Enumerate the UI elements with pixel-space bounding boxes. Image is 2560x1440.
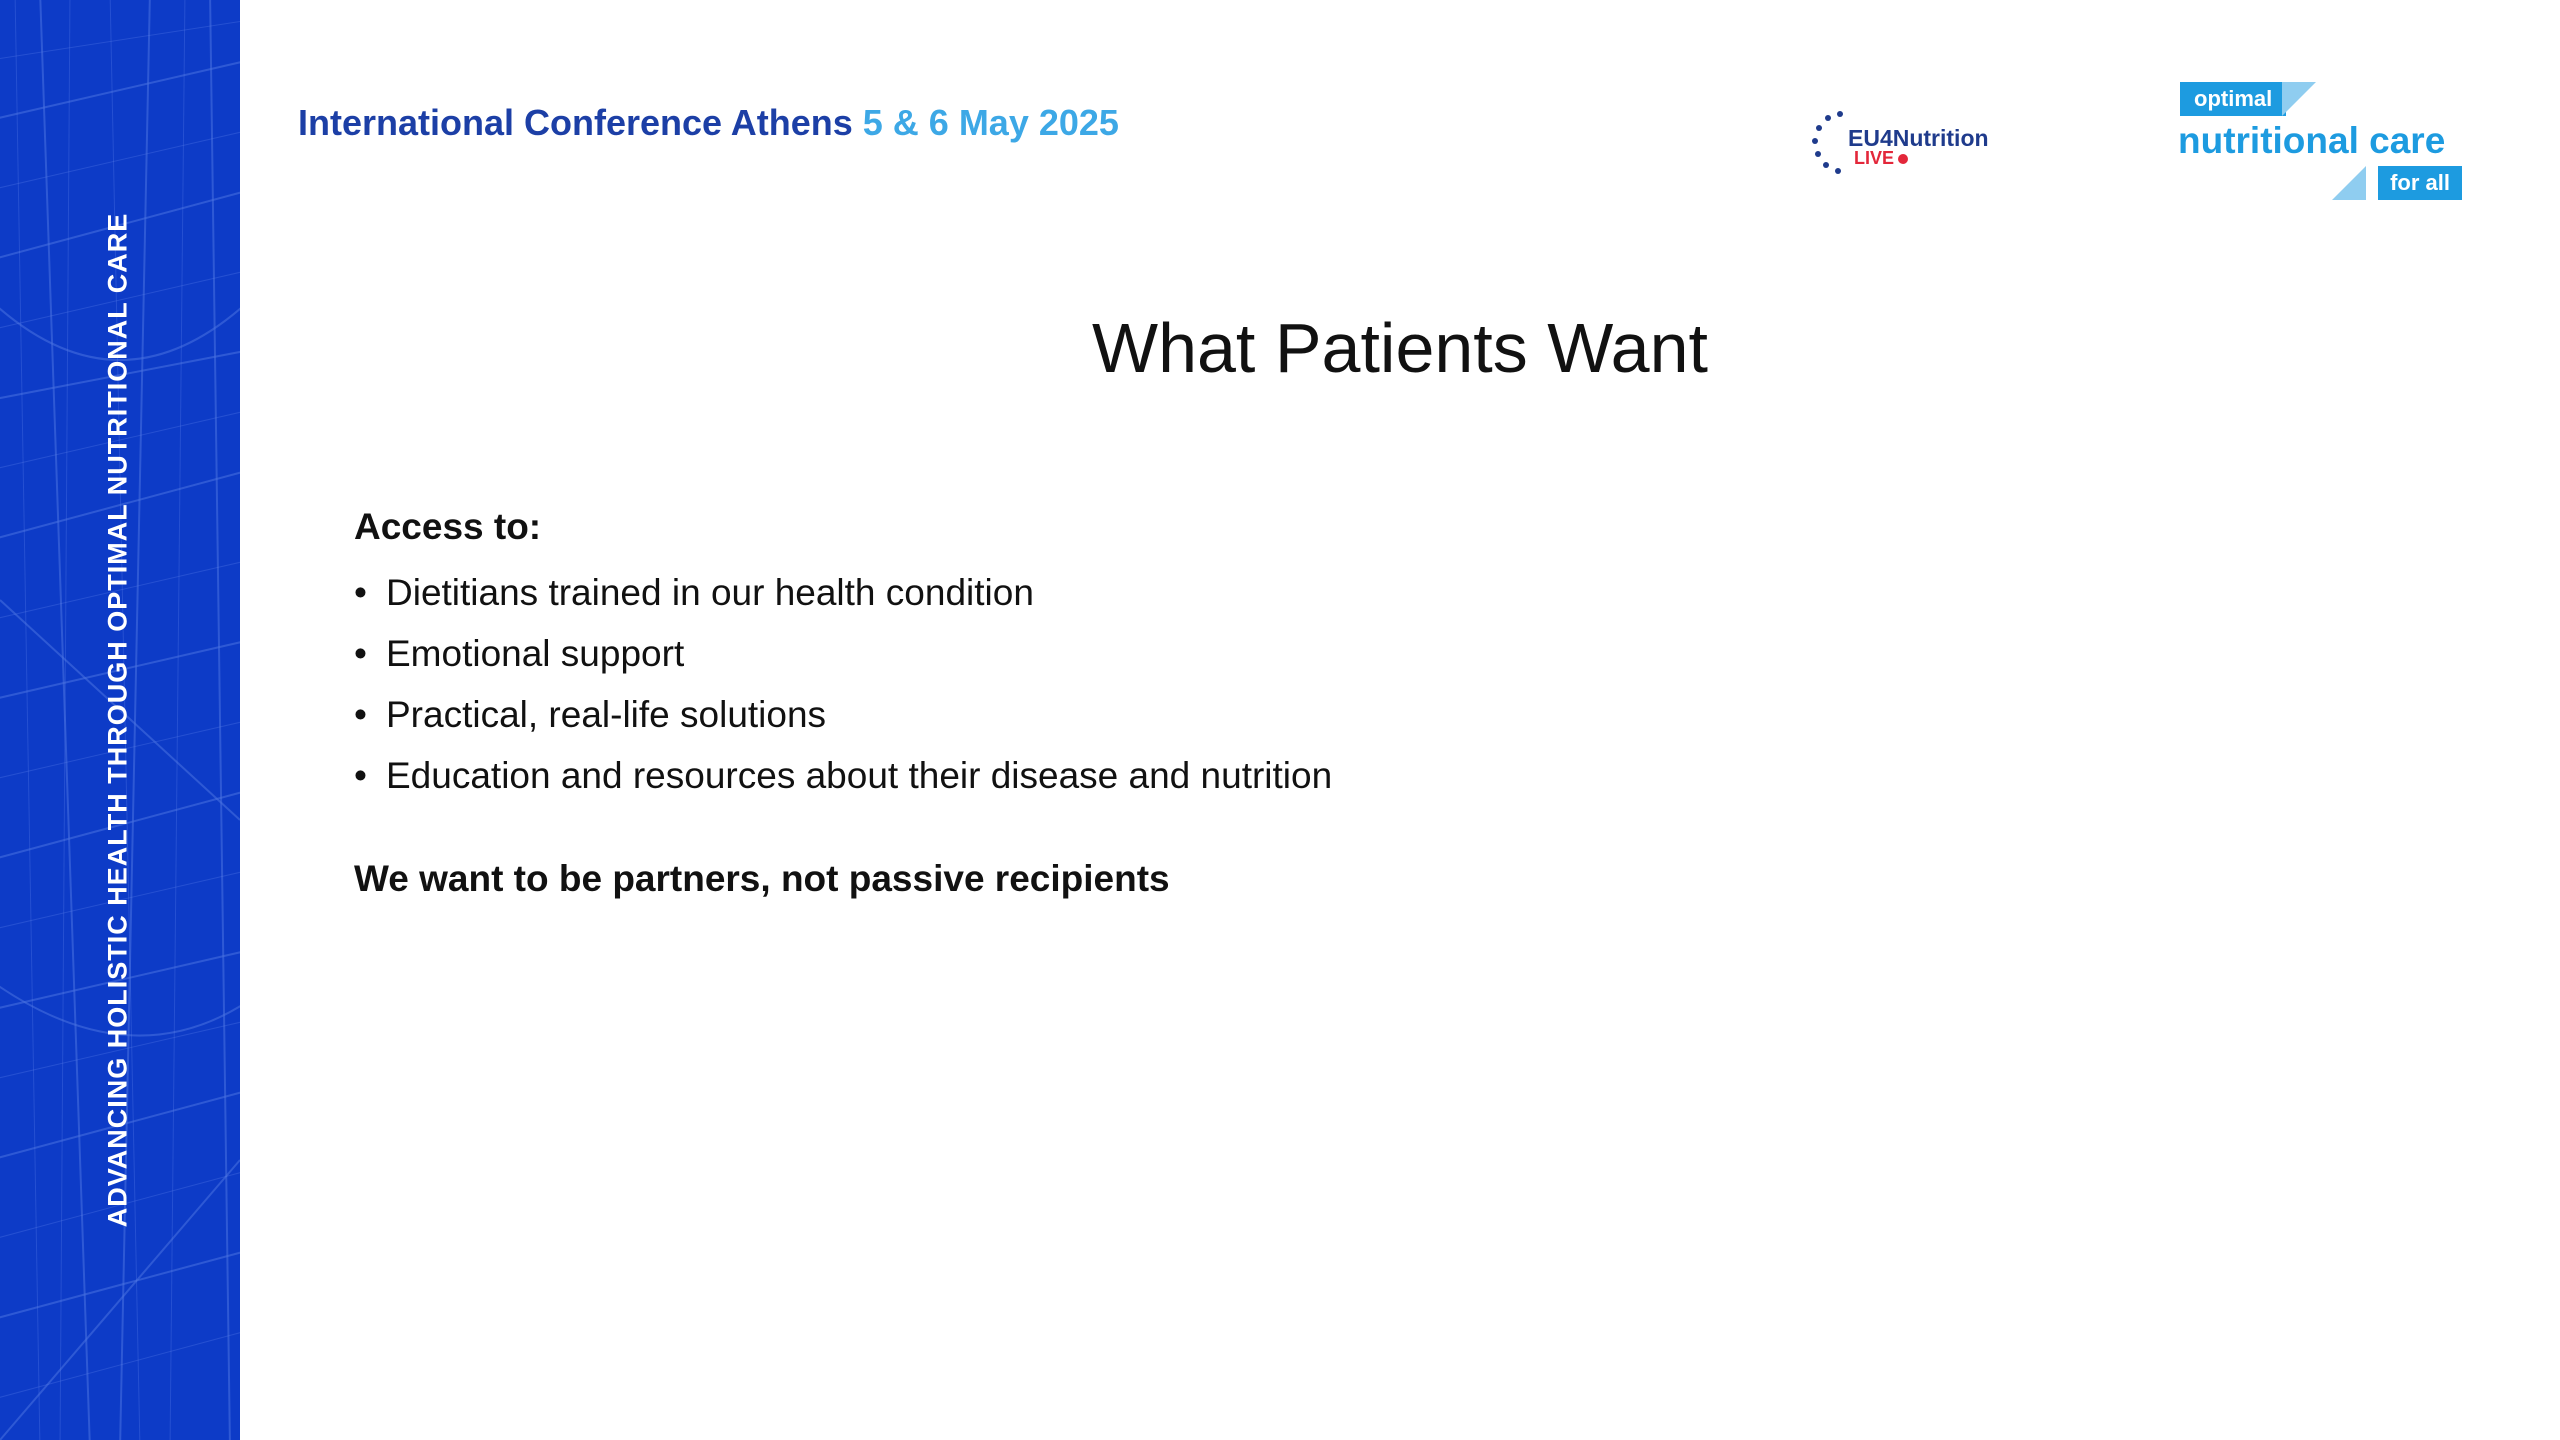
closing-statement: We want to be partners, not passive recipients xyxy=(354,858,1170,899)
onc-top-triangle xyxy=(2282,82,2316,116)
bullet-text: Emotional support xyxy=(386,633,685,674)
bullet-text: Dietitians trained in our health condition xyxy=(386,572,1034,613)
bullet-text: Practical, real-life solutions xyxy=(386,694,827,735)
onc-bottom-label: for all xyxy=(2378,166,2462,200)
bullet-icon: • xyxy=(354,633,367,674)
eu4nutrition-live xyxy=(1854,148,1908,169)
bullet-icon: • xyxy=(354,755,367,796)
onc-bottom-triangle xyxy=(2332,166,2366,200)
conference-name: International Conference Athens xyxy=(298,102,853,143)
slide-title: What Patients Want xyxy=(1092,309,1708,387)
bullet-item xyxy=(354,623,2154,684)
access-intro: Access to: xyxy=(354,506,542,547)
eu4nutrition-wordmark: EU4Nutrition xyxy=(1848,125,1989,151)
bullet-text: Education and resources about their disease and nutrition xyxy=(386,755,1333,796)
optimal-nutritional-care-logo xyxy=(2170,78,2470,208)
live-label: LIVE xyxy=(1854,148,1895,168)
eu4nutrition-logo xyxy=(1810,108,2050,178)
bullet-item xyxy=(354,745,2154,806)
sidebar-tagline: ADVANCING HOLISTIC HEALTH THROUGH OPTIMAL NUTRITIONAL CARE xyxy=(102,212,133,1228)
conference-date: 5 & 6 May 2025 xyxy=(862,102,1119,143)
star-circle-icon xyxy=(1810,108,1850,178)
bullet-list xyxy=(354,562,2154,806)
onc-main-label: nutritional care xyxy=(2178,120,2446,161)
onc-top-label: optimal xyxy=(2180,82,2286,116)
sidebar-map-panel xyxy=(0,0,240,1440)
slide-content xyxy=(354,506,2154,900)
bullet-item xyxy=(354,562,2154,623)
bullet-icon: • xyxy=(354,572,367,613)
conference-header xyxy=(298,102,1119,144)
live-dot-icon xyxy=(1898,154,1908,164)
bullet-icon: • xyxy=(354,694,367,735)
bullet-item xyxy=(354,684,2154,745)
